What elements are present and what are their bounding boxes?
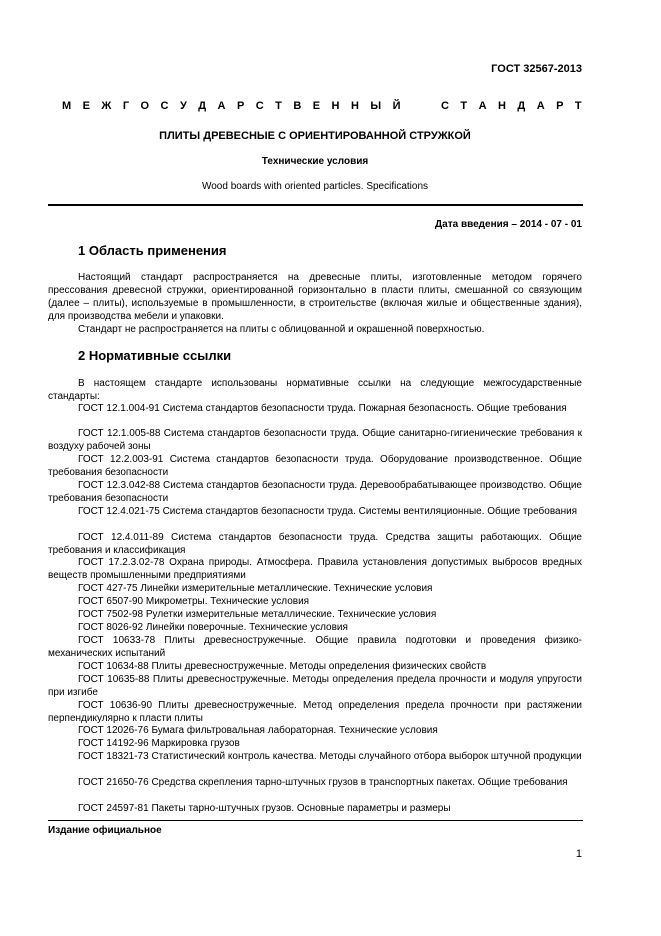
- banner-letter: Т: [574, 100, 582, 112]
- normative-reference-item: [48, 776, 582, 789]
- normative-reference-text: ГОСТ 10636-90 Плиты древесностружечные. Метод определения предела прочности при растяжении перпендикулярно к пласти плиты: [48, 700, 582, 724]
- normative-reference-item: [48, 595, 582, 608]
- normative-reference-text: ГОСТ 7502-98 Рулетки измерительные металлические. Технические условия: [78, 609, 437, 620]
- banner-letter: О: [140, 100, 150, 112]
- normative-reference-item: [48, 634, 582, 660]
- banner-letter: А: [536, 100, 545, 112]
- normative-reference-item: [48, 673, 582, 699]
- section-1-paragraph-1-text: Настоящий стандарт распространяется на древесные плиты, изготовленные методом горячего прессования древесной стружки, ориентированной горизонтально в пласти плиты, смешанной со связующим (далее – плиты), используемые в промышленности, в строительстве (включая жилые и общественные здания), для производства мебели и упаковки.: [48, 272, 582, 322]
- normative-reference-item: [48, 453, 582, 479]
- banner-letter: [412, 100, 415, 112]
- standard-banner: [62, 100, 582, 112]
- normative-reference-text: ГОСТ 12.3.042-88 Система стандартов безопасности труда. Деревообрабатывающее производство. Общие требования безопасности: [48, 480, 582, 504]
- banner-letter: Т: [460, 100, 468, 112]
- banner-letter: С: [440, 100, 449, 112]
- section-1-heading: 1 Область применения: [78, 243, 227, 258]
- banner-letter: Ж: [101, 100, 112, 112]
- banner-letter: Т: [275, 100, 282, 112]
- normative-reference-item: [48, 737, 582, 750]
- normative-reference-text: ГОСТ 12.1.004-91 Система стандартов безопасности труда. Пожарная безопасность. Общие требования: [78, 403, 567, 414]
- introduction-date: Дата введения – 2014 - 07 - 01: [435, 219, 582, 230]
- section-1-paragraph-2-text: Стандарт не распространяется на плиты с облицованной и окрашенной поверхностью.: [78, 324, 485, 335]
- normative-reference-item: [48, 802, 582, 815]
- normative-reference-text: ГОСТ 10634-88 Плиты древесностружечные. Методы определения физических свойств: [78, 661, 487, 672]
- banner-letter: Д: [517, 100, 526, 112]
- normative-reference-item: [48, 724, 582, 737]
- section-2-intro: [48, 377, 582, 403]
- banner-letter: Н: [350, 100, 359, 112]
- normative-reference-text: ГОСТ 12.1.005-88 Система стандартов безопасности труда. Общие санитарно-гигиенические требования к воздуху рабочей зоны: [48, 428, 582, 452]
- banner-letter: Н: [331, 100, 340, 112]
- normative-reference-text: ГОСТ 14192-96 Маркировка грузов: [78, 738, 240, 749]
- normative-reference-item: [48, 402, 582, 415]
- normative-reference-text: ГОСТ 12.2.003-91 Система стандартов безопасности труда. Оборудование производственное. Общие требования безопасности: [48, 454, 582, 478]
- section-1-paragraph-2: [48, 323, 582, 336]
- normative-reference-item: [48, 505, 582, 518]
- normative-reference-item: [48, 608, 582, 621]
- doc-number: ГОСТ 32567-2013: [491, 63, 582, 75]
- page-number: 1: [575, 848, 582, 860]
- normative-reference-text: ГОСТ 8026-92 Линейки поверочные. Технические условия: [78, 622, 348, 633]
- banner-letter: В: [293, 100, 302, 112]
- normative-reference-text: ГОСТ 12026-76 Бумага фильтровальная лабораторная. Технические условия: [78, 725, 438, 736]
- normative-reference-text: ГОСТ 18321-73 Статистический контроль качества. Методы случайного отбора выборок штучной продукции: [78, 751, 582, 762]
- normative-reference-text: ГОСТ 10633-78 Плиты древесностружечные. Общие правила подготовки и проведения физико-механических испытаний: [48, 635, 582, 659]
- normative-reference-item: [48, 621, 582, 634]
- banner-letter: У: [179, 100, 187, 112]
- normative-reference-text: ГОСТ 24597-81 Пакеты тарно-штучных грузов. Основные параметры и размеры: [78, 803, 451, 814]
- normative-reference-text: ГОСТ 12.4.011-89 Система стандартов безопасности труда. Средства защиты работающих. Общие требования и классификация: [48, 532, 582, 556]
- normative-reference-text: ГОСТ 6507-90 Микрометры. Технические условия: [78, 596, 310, 607]
- section-2-intro-text: В настоящем стандарте использованы нормативные ссылки на следующие межгосударственные стандарты:: [48, 378, 582, 402]
- normative-reference-item: [48, 699, 582, 725]
- section-1-paragraph-1: [48, 271, 582, 323]
- banner-letter: Г: [122, 100, 130, 112]
- normative-reference-item: [48, 660, 582, 673]
- section-2-heading: 2 Нормативные ссылки: [78, 348, 232, 363]
- normative-reference-item: [48, 427, 582, 453]
- normative-reference-text: ГОСТ 12.4.021-75 Система стандартов безопасности труда. Системы вентиляционные. Общие требования: [78, 506, 578, 517]
- normative-reference-text: ГОСТ 17.2.3.02-78 Охрана природы. Атмосфера. Правила установления допустимых выбросов вредных веществ промышленными предприятиями: [48, 557, 582, 581]
- banner-letter: Е: [312, 100, 321, 112]
- banner-letter: М: [62, 100, 72, 112]
- normative-reference-item: [48, 556, 582, 582]
- banner-letter: Е: [82, 100, 90, 112]
- banner-letter: Н: [497, 100, 506, 112]
- normative-reference-item: [48, 479, 582, 505]
- header-divider: [48, 204, 583, 206]
- normative-reference-text: ГОСТ 10635-88 Плиты древесностружечные. Методы определения предела прочности и модуля упругости при изгибе: [48, 674, 582, 698]
- banner-letter: А: [478, 100, 487, 112]
- banner-letter: Р: [236, 100, 245, 112]
- banner-letter: Й: [392, 100, 401, 112]
- banner-letter: Ы: [370, 100, 382, 112]
- normative-reference-item: [48, 582, 582, 595]
- banner-letter: С: [160, 100, 169, 112]
- banner-letter: С: [255, 100, 264, 112]
- banner-letter: Д: [198, 100, 207, 112]
- normative-reference-item: [48, 531, 582, 557]
- document-title: ПЛИТЫ ДРЕВЕСНЫЕ С ОРИЕНТИРОВАННОЙ СТРУЖКОЙ: [159, 130, 471, 142]
- normative-reference-item: [48, 750, 582, 763]
- banner-letter: А: [217, 100, 226, 112]
- document-subtitle: Технические условия: [261, 156, 369, 167]
- banner-letter: Р: [556, 100, 564, 112]
- english-title: Wood boards with oriented particles. Specifications: [201, 181, 429, 192]
- normative-reference-text: ГОСТ 21650-76 Средства скрепления тарно-штучных грузов в транспортных пакетах. Общие требования: [78, 777, 568, 788]
- normative-reference-text: ГОСТ 427-75 Линейки измерительные металлические. Технические условия: [78, 583, 433, 594]
- edition-label: Издание официальное: [48, 825, 162, 836]
- banner-letter: [426, 100, 429, 112]
- footer-divider: [48, 820, 583, 821]
